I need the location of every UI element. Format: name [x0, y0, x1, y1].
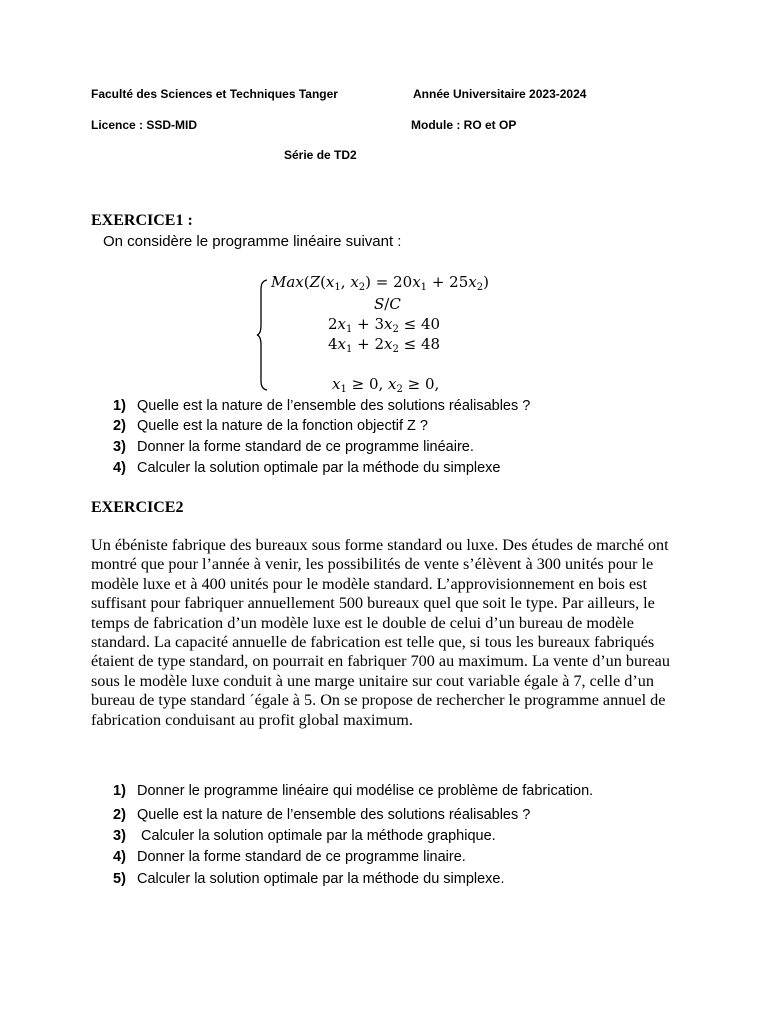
- exercise1-question-3: [113, 439, 474, 455]
- question-number: 3): [113, 439, 126, 455]
- exercise1-question-2: [113, 418, 428, 434]
- exercise2-title: EXERCICE2: [91, 499, 184, 516]
- question-text: Quelle est la nature de la fonction objectif Z ?: [137, 418, 428, 434]
- question-number: 2): [113, 807, 126, 823]
- question-number: 4): [113, 460, 126, 476]
- exercise1-intro: On considère le programme linéaire suivant :: [103, 233, 402, 250]
- licence-label: Licence : SSD-MID: [91, 118, 198, 132]
- objective-function: $Max(Z(x_1$, $x_2) = 20x_1 + 25x_2$): [271, 273, 489, 293]
- question-text: Donner la forme standard de ce programme linéaire.: [137, 439, 474, 455]
- question-number: 4): [113, 849, 126, 865]
- sign-constraints: $x_1 \ge 0$, $x_2 \ge 0$,: [332, 375, 440, 395]
- exercise2-question-1: [113, 783, 593, 799]
- constraint-2: $4x_1 + 2x_2 \le 48$: [328, 335, 441, 355]
- exercise1-question-4: [113, 460, 501, 476]
- exercise1-title: EXERCICE1 :: [91, 212, 193, 229]
- exercise1-question-1: [113, 398, 530, 414]
- exercise2-statement: Un ébéniste fabrique des bureaux sous forme standard ou luxe. Des études de marché ont montré que pour l’année à venir, les possibilités de vente s’élèvent à 300 unités pour le modèle luxe et à 400 unités pour le modèle standard. L’approvisionnement en bois est suffisant pour fabriquer annuellement 500 bureaux quel que soit le type. Par ailleurs, le temps de fabrication d’un modèle luxe est le double de celui d’un bureau de modèle standard. La capacité annuelle de fabrication est telle que, si tous les bureaux fabriqués étaient de type standard, on pourrait en fabriquer 700 au maximum. La vente d’un bureau sous le modèle luxe conduit à une marge unitaire sur cout variable égale à 7, celle d’un bureau de type standard ´égale à 5. On se propose de rechercher le programme annuel de fabrication conduisant au profit global maximum.: [91, 536, 670, 729]
- question-text: Calculer la solution optimale par la méthode du simplexe: [137, 460, 501, 476]
- question-text: Calculer la solution optimale par la méthode graphique.: [137, 828, 496, 844]
- series-title: Série de TD2: [284, 148, 357, 162]
- exercise2-question-4: [113, 849, 466, 865]
- module-label: Module : RO et OP: [411, 118, 517, 132]
- left-brace-icon: [256, 279, 268, 391]
- question-text: Calculer la solution optimale par la méthode du simplexe.: [137, 871, 505, 887]
- subject-to-label: S/C: [374, 295, 401, 313]
- academic-year: Année Universitaire 2023-2024: [413, 87, 587, 101]
- faculty-name: Faculté des Sciences et Techniques Tanger: [91, 87, 338, 101]
- question-text: Donner le programme linéaire qui modélise ce problème de fabrication.: [137, 783, 594, 799]
- question-text: Quelle est la nature de l’ensemble des solutions réalisables ?: [137, 398, 531, 414]
- question-number: 3): [113, 828, 126, 844]
- question-text: Quelle est la nature de l’ensemble des solutions réalisables ?: [137, 807, 531, 823]
- question-number: 5): [113, 871, 126, 887]
- exercise2-question-5: [113, 871, 505, 887]
- question-number: 1): [113, 398, 126, 414]
- question-number: 2): [113, 418, 126, 434]
- question-number: 1): [113, 783, 126, 799]
- constraint-1: $2x_1 + 3x_2 \le 40$: [328, 315, 441, 335]
- exercise2-question-2: [113, 807, 530, 823]
- exercise2-question-3: [113, 828, 496, 844]
- question-text: Donner la forme standard de ce programme linaire.: [137, 849, 466, 865]
